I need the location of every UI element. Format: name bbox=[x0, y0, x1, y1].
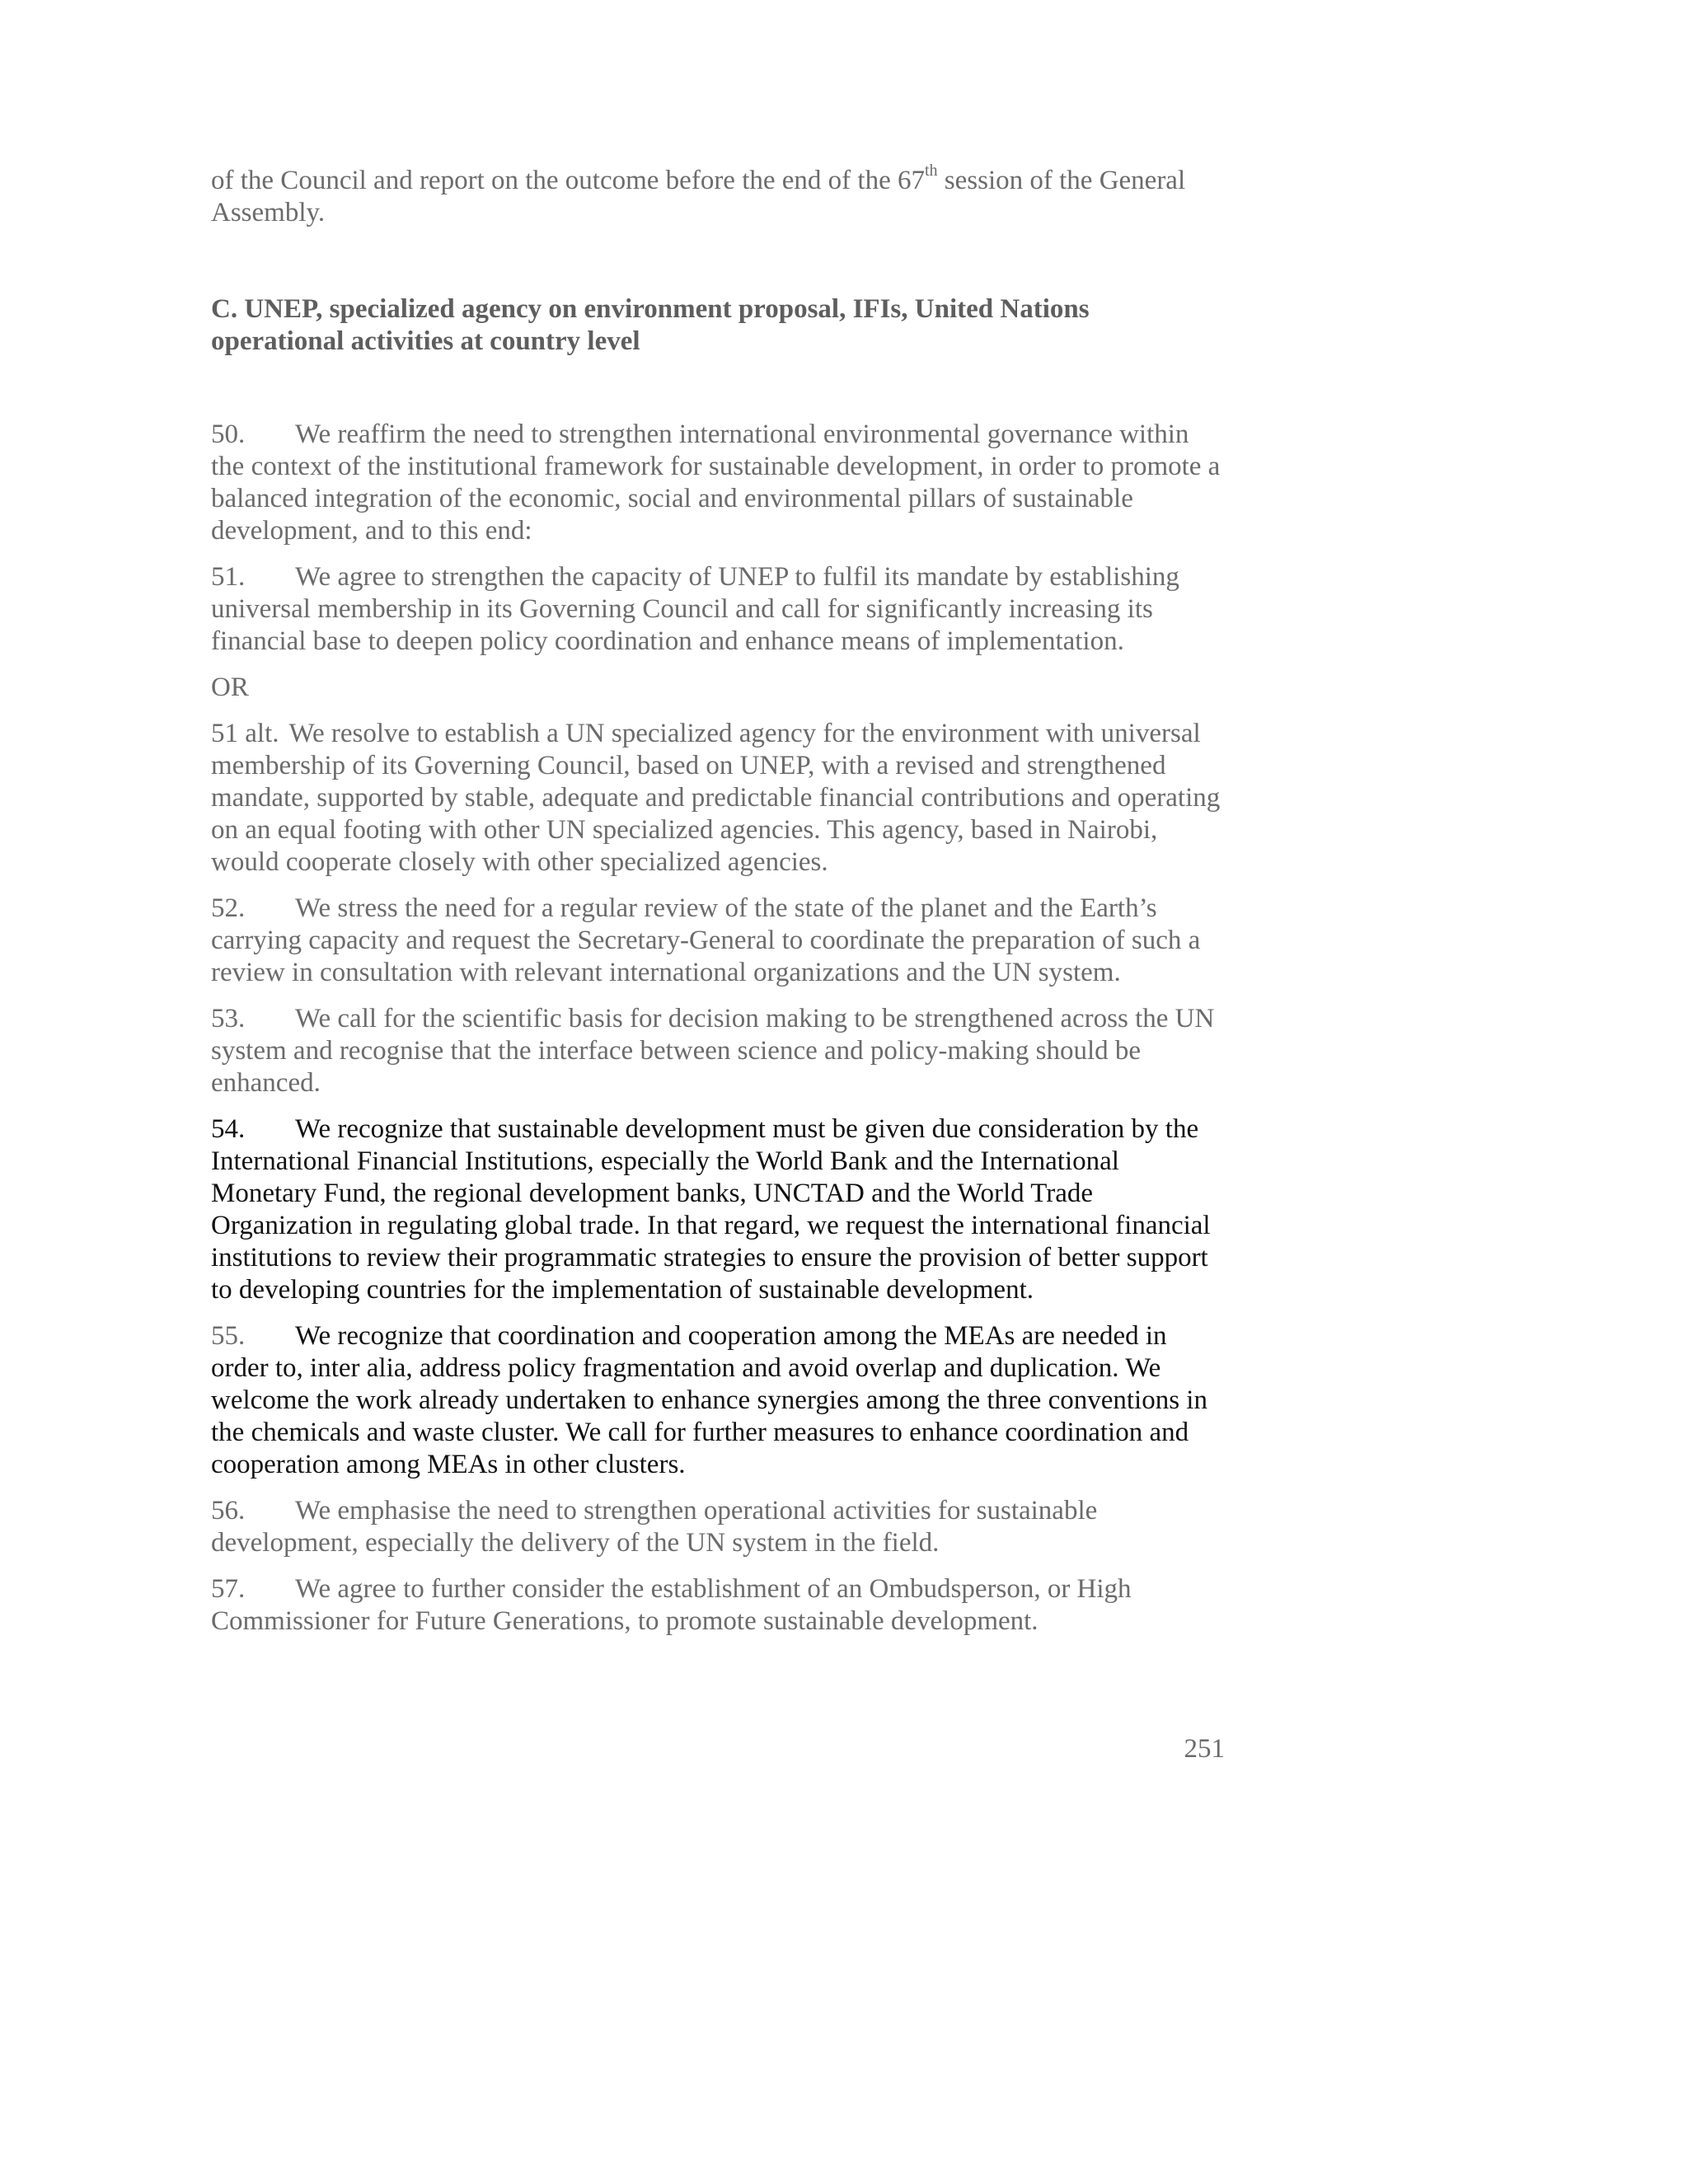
paragraph-number: 56. bbox=[211, 1496, 246, 1526]
paragraph-number: 57. bbox=[211, 1574, 246, 1604]
paragraph-list bbox=[211, 419, 1225, 1652]
paragraph-text: We agree to further consider the establishment of an Ombudsperson, or High Commissioner for Future Generations, to promote sustainable development. bbox=[211, 1574, 1132, 1636]
paragraph-number: 51. bbox=[211, 562, 246, 592]
paragraph-52 bbox=[211, 893, 1225, 989]
paragraph-text: We recognize that sustainable development must be given due consideration by the International Financial Institutions, especially the World Bank and the International Monetary Fund, the regional development banks, UNCTAD and the World Trade Organization in regulating global trade. In that regard, we request the international financial institutions to review their programmatic strategies to ensure the provision of better support to developing countries for the implementation of sustainable development. bbox=[211, 1114, 1211, 1305]
paragraph-text: OR bbox=[211, 673, 249, 702]
paragraph-number: 51 alt. bbox=[211, 719, 279, 748]
paragraph-number: 53. bbox=[211, 1004, 246, 1033]
intro-paragraph bbox=[211, 162, 1225, 229]
paragraph-50 bbox=[211, 419, 1225, 547]
intro-text-after: session of the General Assembly. bbox=[211, 166, 1186, 227]
paragraph-53 bbox=[211, 1003, 1225, 1099]
paragraph-number: 54. bbox=[211, 1114, 246, 1144]
paragraph-number: 50. bbox=[211, 419, 246, 449]
intro-text-before: of the Council and report on the outcome before the end of the 67 bbox=[211, 166, 925, 195]
intro-text bbox=[211, 162, 1225, 229]
paragraph-54 bbox=[211, 1113, 1225, 1306]
paragraph-number: 52. bbox=[211, 893, 246, 923]
paragraph-text: We agree to strengthen the capacity of UNEP to fulfil its mandate by establishing universal membership in its Governing Council and call for significantly increasing its financial base to deepen policy coordination and enhance means of implementation. bbox=[211, 562, 1179, 656]
intro-superscript: th bbox=[924, 162, 938, 180]
section-heading-text: C. UNEP, specialized agency on environment proposal, IFIs, United Nations operational activities at country level bbox=[211, 294, 1090, 356]
paragraph-text: We resolve to establish a UN specialized agency for the environment with universal membership of its Governing Council, based on UNEP, with a revised and strengthened mandate, supported by stable, adequate and predictable financial contributions and operating on an equal footing with other UN specialized agencies. This agency, based in Nairobi, would cooperate closely with other specialized agencies. bbox=[211, 719, 1221, 877]
paragraph-text: We recognize that coordination and cooperation among the MEAs are needed in order to, inter alia, address policy fragmentation and avoid overlap and duplication. We welcome the work already undertaken to enhance synergies among the three conventions in the chemicals and waste cluster. We call for further measures to enhance coordination and cooperation among MEAs in other clusters. bbox=[211, 1321, 1207, 1479]
paragraph-56 bbox=[211, 1495, 1225, 1559]
paragraph-55 bbox=[211, 1320, 1225, 1481]
paragraph-57 bbox=[211, 1573, 1225, 1638]
paragraph-51-alt bbox=[211, 718, 1225, 879]
paragraph-text: We emphasise the need to strengthen operational activities for sustainable development, especially the delivery of the UN system in the field. bbox=[211, 1496, 1098, 1558]
paragraph-text: We reaffirm the need to strengthen international environmental governance within the context of the institutional framework for sustainable development, in order to promote a balanced integration of the economic, social and environmental pillars of sustainable development, and to this end: bbox=[211, 419, 1221, 546]
paragraph-or bbox=[211, 672, 1225, 704]
section-heading bbox=[211, 293, 1225, 358]
page-number: 251 bbox=[1184, 1734, 1225, 1764]
paragraph-text: We call for the scientific basis for decision making to be strengthened across the UN system and recognise that the interface between science and policy-making should be enhanced. bbox=[211, 1004, 1215, 1098]
paragraph-number: 55. bbox=[211, 1321, 246, 1351]
paragraph-text: We stress the need for a regular review of the state of the planet and the Earth’s carrying capacity and request the Secretary-General to coordinate the preparation of such a review in consultation with relevant international organizations and the UN system. bbox=[211, 893, 1201, 987]
paragraph-51 bbox=[211, 561, 1225, 658]
